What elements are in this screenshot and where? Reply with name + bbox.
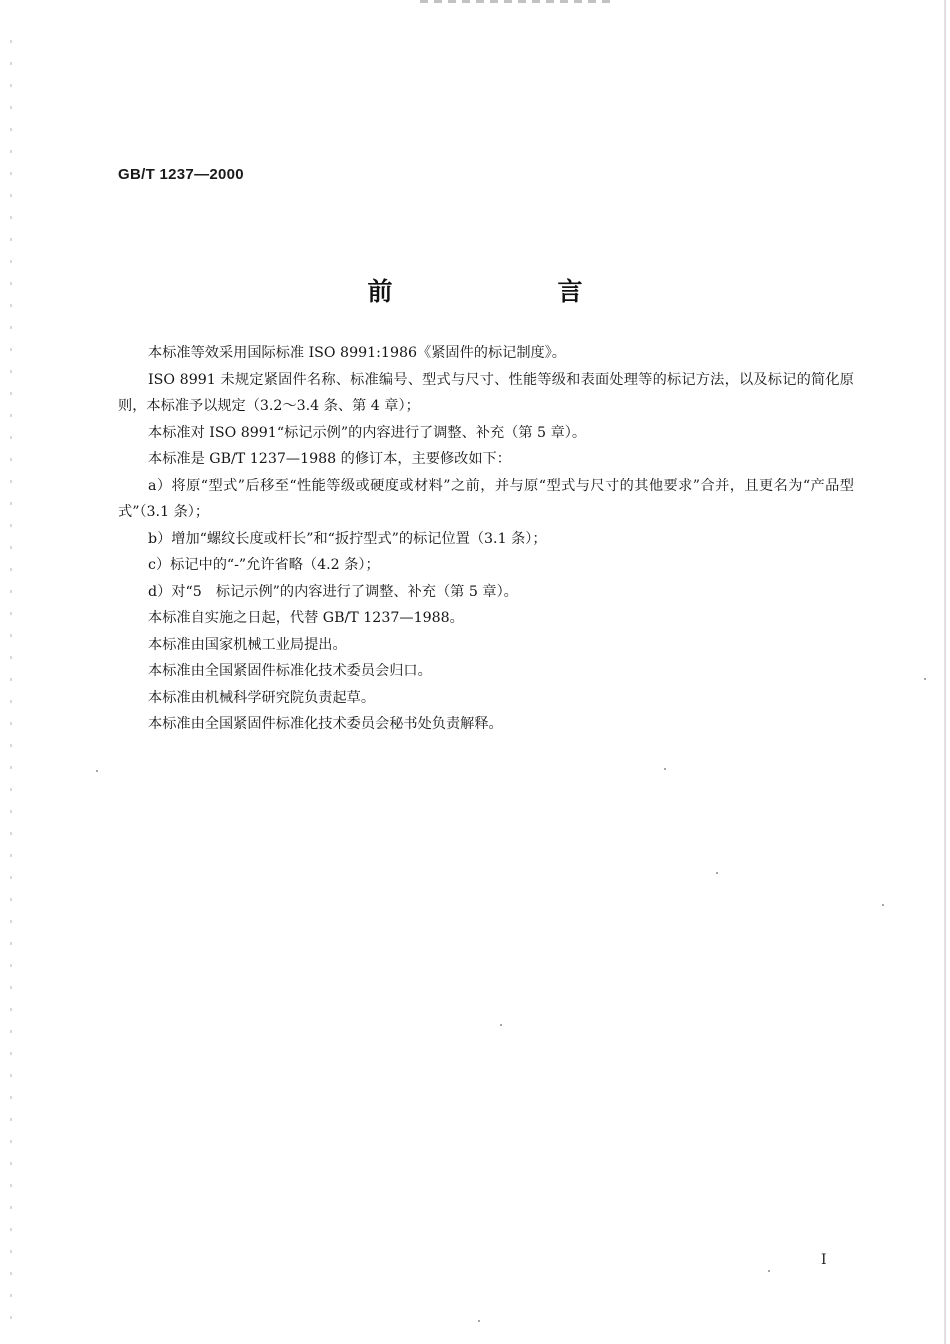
scan-artifact-right-edge <box>944 0 946 1344</box>
page-title: 前 言 <box>367 277 653 306</box>
page-number: I <box>821 1252 827 1268</box>
paragraph: 本标准由机械科学研究院负责起草。 <box>148 689 376 706</box>
paragraph: 本标准等效采用国际标准 ISO 8991:1986《紧固件的标记制度》。 <box>148 345 566 361</box>
scan-speck <box>882 904 884 906</box>
scan-speck <box>500 1024 502 1026</box>
scan-speck <box>664 768 666 770</box>
paragraph: 本标准由国家机械工业局提出。 <box>148 636 347 653</box>
scan-speck <box>924 678 926 680</box>
foreword-body <box>118 340 854 738</box>
paragraph: ISO 8991 未规定紧固件名称、标准编号、型式与尺寸、性能等级和表面处理等的标记方法，以及标记的简化原则，本标准予以规定（3.2～3.4 条、第 4 章）； <box>118 371 854 414</box>
list-item: d）对“5 标记示例”的内容进行了调整、补充（第 5 章）。 <box>148 583 518 600</box>
paragraph: 本标准由全国紧固件标准化技术委员会归口。 <box>148 663 432 679</box>
standard-number: GB/T 1237—2000 <box>118 166 244 183</box>
scan-speck <box>96 770 98 772</box>
scan-artifact-left-edge <box>10 40 12 1330</box>
list-item: a）将原“型式”后移至“性能等级或硬度或材料”之前，并与原“型式与尺寸的其他要求”合并，且更名为“产品型式”（3.1 条）； <box>118 477 854 520</box>
paragraph: 本标准是 GB/T 1237—1988 的修订本，主要修改如下： <box>148 451 511 467</box>
list-item: b）增加“螺纹长度或杆长”和“扳拧型式”的标记位置（3.1 条）； <box>148 530 547 547</box>
paragraph: 本标准由全国紧固件标准化技术委员会秘书处负责解释。 <box>148 716 503 732</box>
scan-speck <box>478 1320 480 1322</box>
scan-artifact-top <box>420 0 610 3</box>
list-item: c）标记中的“-”允许省略（4.2 条）； <box>148 557 380 573</box>
paragraph: 本标准对 ISO 8991“标记示例”的内容进行了调整、补充（第 5 章）。 <box>148 424 587 441</box>
scan-speck <box>768 1270 770 1272</box>
scan-speck <box>716 872 718 874</box>
paragraph: 本标准自实施之日起，代替 GB/T 1237—1988。 <box>148 610 464 626</box>
